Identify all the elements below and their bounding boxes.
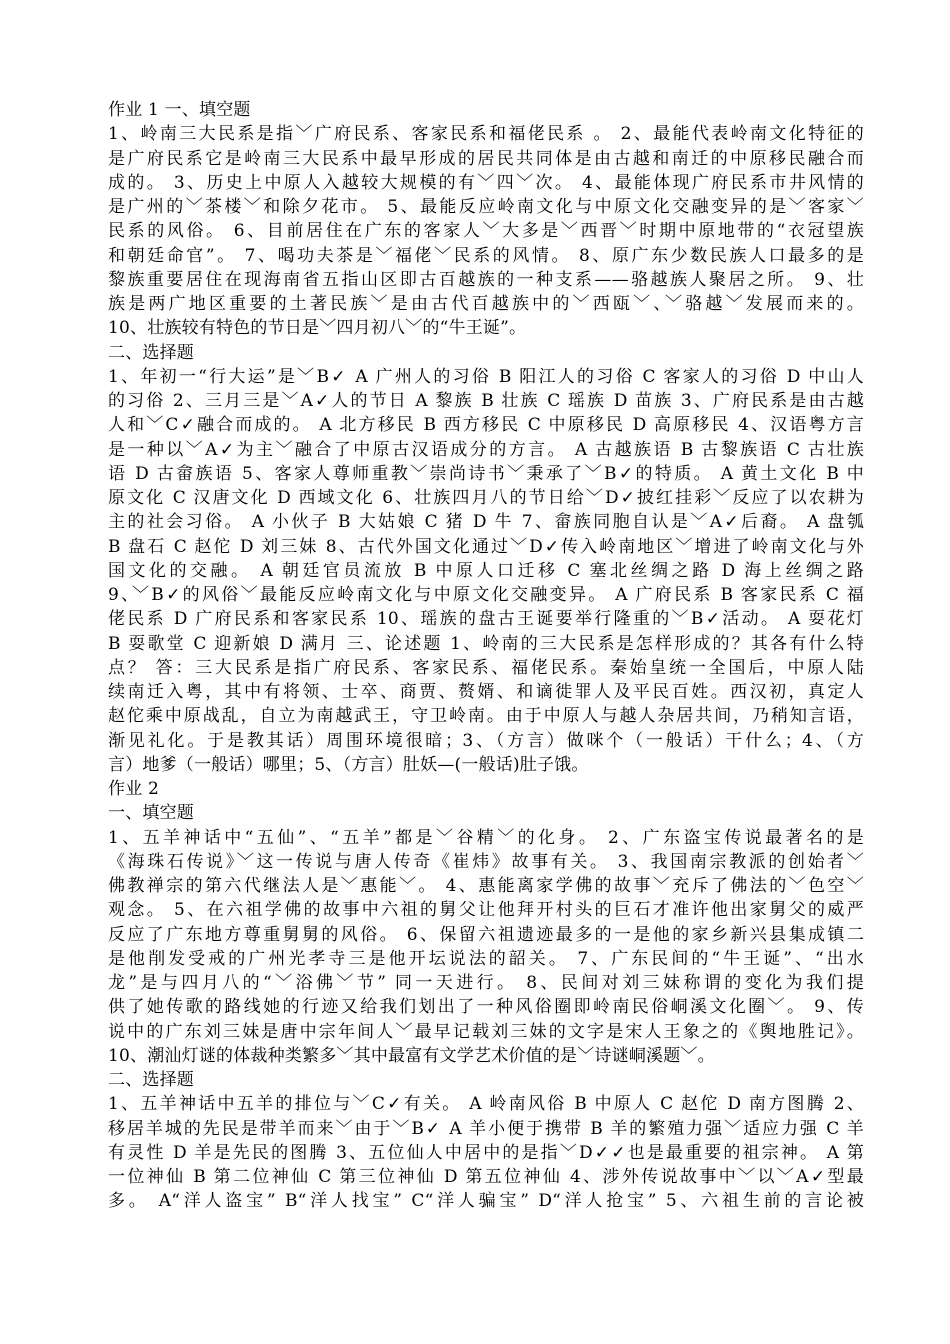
- text-line: B 耍歌堂 C 迎新娘 D 满月 三、论述题 1、岭南的三大民系是怎样形成的？其各有什么特: [108, 633, 864, 654]
- text-line: 有灵性 D 羊是先民的图腾 3、五位仙人中居中的是指﹀D✓✓也是最重要的祖宗神。 A 第: [108, 1142, 864, 1163]
- text-line: 民系的风俗。 6、目前居住在广东的客家人﹀大多是﹀西晋﹀时期中原地带的“衣冠望族: [108, 221, 864, 242]
- text-line: 1、五羊神话中“五仙”、“五羊”都是﹀谷精﹀的化身。 2、广东盗宝传说最著名的是: [108, 827, 864, 848]
- text-line: 族是两广地区重要的土著民族﹀是由古代百越族中的﹀西瓯﹀、﹀骆越﹀发展而来的。: [108, 294, 864, 314]
- text-line: 9、﹀B✓的风俗﹀最能反应岭南文化与中原文化交融变异。 A 广府民系 B 客家民系 C 福: [108, 585, 864, 605]
- text-line: 成的。 3、历史上中原人入越较大规模的有﹀四﹀次。 4、最能体现广府民系市井风情的: [108, 172, 864, 193]
- text-line: 赵佗乘中原战乱，自立为南越武王，守卫岭南。由于中原人与越人杂居共间，乃稍知言语，: [108, 706, 864, 727]
- text-line: 佛教禅宗的第六代继法人是﹀惠能﹀。 4、惠能离家学佛的故事﹀充斥了佛法的﹀色空﹀: [108, 876, 864, 896]
- text-line: 1、岭南三大民系是指﹀广府民系、客家民系和福佬民系 。 2、最能代表岭南文化特征的: [108, 124, 864, 145]
- text-line: 和朝廷命官”。 7、喝功夫茶是﹀福佬﹀民系的风情。 8、原广东少数民族人口最多的是: [108, 245, 864, 266]
- text-line: 《海珠石传说》﹀这一传说与唐人传奇《崔炜》故事有关。 3、我国南宗教派的创始者﹀: [108, 851, 864, 872]
- text-line: 观念。 5、在六祖学佛的故事中六祖的舅父让他拜开村头的巨石才准许他出家舅父的威严: [108, 900, 864, 921]
- text-line: 多。 A“洋人盗宝” B“洋人找宝” C“洋人骗宝” D“洋人抢宝” 5、六祖生前的言论被: [108, 1191, 864, 1212]
- text-line: 语 D 古畲族语 5、客家人尊师重教﹀崇尚诗书﹀秉承了﹀B✓的特质。 A 黄土文化 B 中: [108, 463, 864, 484]
- text-line: 一、填空题: [108, 803, 194, 824]
- text-line: 渐见礼化。于是教其话）周围环境很暗；3、（方言）做咪个（一般话）干什么；4、（方: [108, 730, 864, 751]
- text-line: 是广府民系它是岭南三大民系中最早形成的居民共同体是由古越和南迁的中原移民融合而: [108, 148, 864, 169]
- text-line: 的习俗 2、三月三是﹀A✓人的节日 A 黎族 B 壮族 C 瑶族 D 苗族 3、广府民系是由古越: [108, 391, 864, 411]
- text-line: 是他削发受戒的广州光孝寺三是他开坛说法的韶关。 7、广东民间的“牛王诞”、“出水: [108, 948, 864, 969]
- text-line: 续南迁入粤，其中有将领、士卒、商贾、赘婿、和谪徙罪人及平民百姓。西汉初，真定人: [108, 682, 864, 702]
- text-line: 说中的广东刘三妹是唐中宗年间人﹀最早记载刘三妹的文字是宋人王象之的《舆地胜记》。: [108, 1021, 864, 1042]
- text-line: 龙”是与四月八的“﹀浴佛﹀节” 同一天进行。 8、民间对刘三妹称谓的变化为我们提: [108, 973, 864, 993]
- text-line: 二、选择题: [108, 342, 194, 363]
- text-line: 言）地爹（一般话）哪里；5、（方言）肚妖—(一般话)肚子饿。: [108, 754, 589, 775]
- text-line: 10、壮族较有特色的节日是﹀四月初八﹀的“牛王诞”。: [108, 318, 527, 339]
- text-line: 移居羊城的先民是带羊而来﹀由于﹀B✓ A 羊小便于携带 B 羊的繁殖力强﹀适应力强 C 羊: [108, 1118, 864, 1139]
- text-line: 10、潮汕灯谜的体裁种类繁多﹀其中最富有文学艺术价值的是﹀诗谜峒溪题﹀。: [108, 1045, 715, 1066]
- text-line: 一位神仙 B 第二位神仙 C 第三位神仙 D 第五位神仙 4、涉外传说故事中﹀以﹀A✓型最: [108, 1167, 864, 1187]
- text-line: 是一种以﹀A✓为主﹀融合了中原古汉语成分的方言。 A 古越族语 B 古黎族语 C 古壮族: [108, 439, 864, 460]
- text-line: 1、五羊神话中五羊的排位与﹀C✓有关。 A 岭南风俗 B 中原人 C 赵佗 D 南方图腾 2、: [108, 1094, 864, 1115]
- text-line: 是广州的﹀茶楼﹀和除夕花市。 5、最能反应岭南文化与中原文化交融变异的是﹀客家﹀: [108, 197, 864, 217]
- text-line: 国文化的交融。 A 朝廷官员流放 B 中原人口迁移 C 塞北丝绸之路 D 海上丝绸之路: [108, 560, 864, 581]
- text-line: 作业 2: [108, 779, 160, 799]
- text-line: 佬民系 D 广府民系和客家民系 10、瑶族的盘古王诞要举行隆重的﹀B✓活动。 A 耍花灯: [108, 609, 864, 630]
- text-line: 1、年初一“行大运”是﹀B✓ A 广州人的习俗 B 阳江人的习俗 C 客家人的习俗 D 中山人: [108, 366, 864, 387]
- text-line: B 盘石 C 赵佗 D 刘三妹 8、古代外国文化通过﹀D✓传入岭南地区﹀增进了岭南文化与外: [108, 536, 864, 557]
- text-line: 供了她传歌的路线她的行迹又给我们划出了一种风俗圈即岭南民俗峒溪文化圈﹀。 9、传: [108, 997, 864, 1018]
- text-line: 二、选择题: [108, 1070, 194, 1090]
- text-line: 反应了广东地方尊重舅舅的风俗。 6、保留六祖遗迹最多的一是他的家乡新兴县集成镇二: [108, 924, 864, 945]
- text-line: 人和﹀C✓融合而成的。 A 北方移民 B 西方移民 C 中原移民 D 高原移民 4、汉语粤方言: [108, 415, 864, 436]
- text-line: 原文化 C 汉唐文化 D 西域文化 6、壮族四月八的节日给﹀D✓披红挂彩﹀反应了以农耕为: [108, 488, 864, 508]
- text-line: 黎族重要居住在现海南省五指山区即古百越族的一种支系——骆越族人聚居之所。 9、壮: [108, 269, 864, 290]
- text-line: 作业 1 一、填空题: [108, 100, 251, 120]
- text-line: 点？ 答：三大民系是指广府民系、客家民系、福佬民系。秦始皇统一全国后，中原人陆: [108, 657, 864, 678]
- text-line: 主的社会习俗。 A 小伙子 B 大姑娘 C 猪 D 牛 7、畲族同胞自认是﹀A✓后裔。 A 盘瓠: [108, 512, 864, 533]
